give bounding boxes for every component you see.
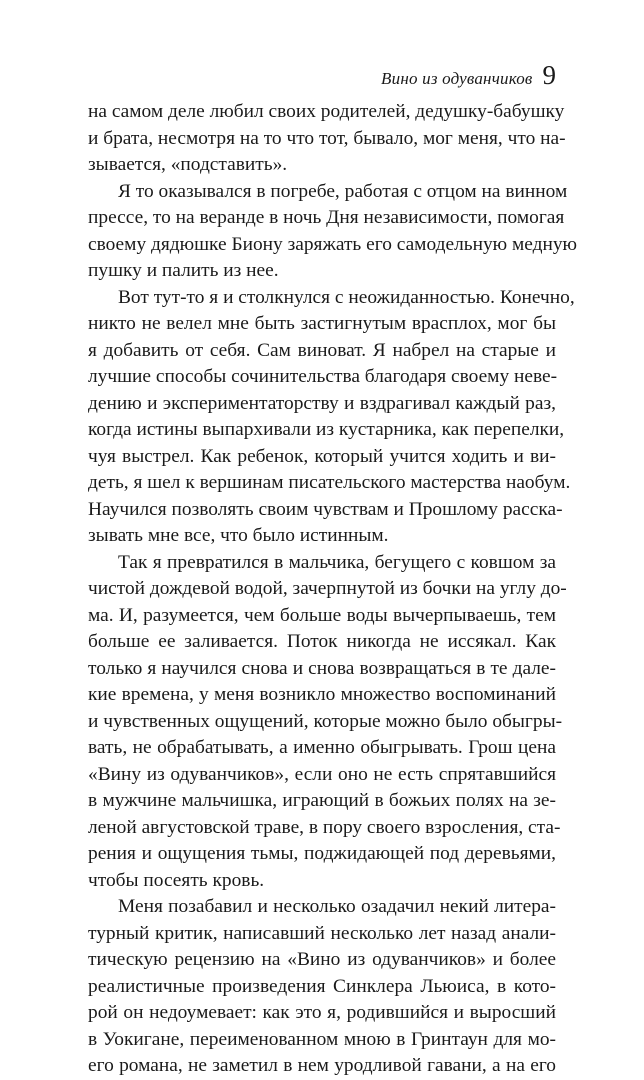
text-line: реалистичные произведения Синклера Льюиса, в кото- (88, 975, 556, 997)
text-line: лучшие способы сочинительства благодаря своему неве- (88, 366, 558, 387)
text-line: Я то оказывался в погребе, работая с отцом на винном (118, 180, 568, 202)
text-line: кие времена, у меня возникло множество воспоминаний (88, 684, 556, 705)
text-line: вать, не обрабатывать, а именно обыгрывать. Грош цена (88, 737, 556, 758)
text-line: зывается, «подставить». (88, 154, 288, 175)
text-line: никто не велел мне быть застигнутым врасплох, мог бы (88, 313, 556, 334)
text-line: чуя выстрел. Как ребенок, который учится ходить и ви- (88, 445, 556, 467)
text-line: зывать мне все, что было истинным. (88, 525, 389, 546)
text-line: тическую рецензию на «Вино из одуванчиков» и более (88, 949, 556, 970)
text-line: «Вину из одуванчиков», если оно не есть спрятавшийся (88, 763, 556, 785)
text-line: в мужчине мальчишка, играющий в божьих полях на зе- (88, 790, 556, 811)
text-line: больше ее заливается. Поток никогда не иссякал. Как (88, 631, 556, 652)
text-line: деть, я шел к вершинам писательского мастерства наобум. (88, 472, 571, 493)
text-line: своему дядюшке Биону заряжать его самодельную медную (88, 233, 578, 255)
text-body (88, 99, 578, 1080)
text-line: Научился позволять своим чувствам и Прошлому расска- (88, 498, 563, 520)
text-line: Вот тут-то я и столкнулся с неожиданностью. Конечно, (118, 286, 575, 308)
text-line: я добавить от себя. Сам виноват. Я набрел на старые и (88, 339, 556, 361)
text-line: в Уокигане, переименованном мною в Гринтаун для мо- (88, 1028, 556, 1050)
text-line: чтобы посеять кровь. (88, 869, 265, 891)
text-line: его романа, не заметил в нем уродливой гавани, а на его (88, 1055, 556, 1076)
running-header (381, 62, 556, 89)
text-line: леной августовской траве, в пору своего взросления, ста- (88, 816, 561, 838)
text-line: чистой дождевой водой, зачерпнутой из бочки на углу до- (88, 578, 567, 599)
text-line: ма. И, разумеется, чем больше воды вычерпываешь, тем (88, 604, 556, 626)
text-line: пушку и палить из нее. (88, 260, 279, 281)
running-title: Вино из одуванчиков (381, 69, 533, 88)
text-line: когда истины выпархивали из кустарника, как перепелки, (88, 419, 565, 440)
text-line: рения и ощущения тьмы, поджидающей под деревьями, (88, 843, 556, 864)
text-line: на самом деле любил своих родителей, дедушку-бабушку (88, 101, 565, 122)
text-line: только я научился снова и снова возвращаться в те дале- (88, 657, 556, 679)
text-line: турный критик, написавший несколько лет назад анали- (88, 922, 556, 944)
text-line: прессе, то на веранде в ночь Дня независимости, помогая (88, 207, 565, 228)
text-line: Меня позабавил и несколько озадачил некий литера- (118, 896, 556, 917)
text-line: и брата, несмотря на то что тот, бывало, мог меня, что на- (88, 127, 566, 149)
text-line: Так я превратился в мальчика, бегущего с ковшом за (118, 551, 556, 573)
text-line: и чувственных ощущений, которые можно было обыгры- (88, 710, 563, 732)
text-line: дению и экспериментаторству и вздрагивал каждый раз, (88, 392, 556, 414)
page-number: 9 (542, 60, 556, 90)
text-line: рой он недоумевает: как это я, родившийся и выросший (88, 1002, 556, 1023)
